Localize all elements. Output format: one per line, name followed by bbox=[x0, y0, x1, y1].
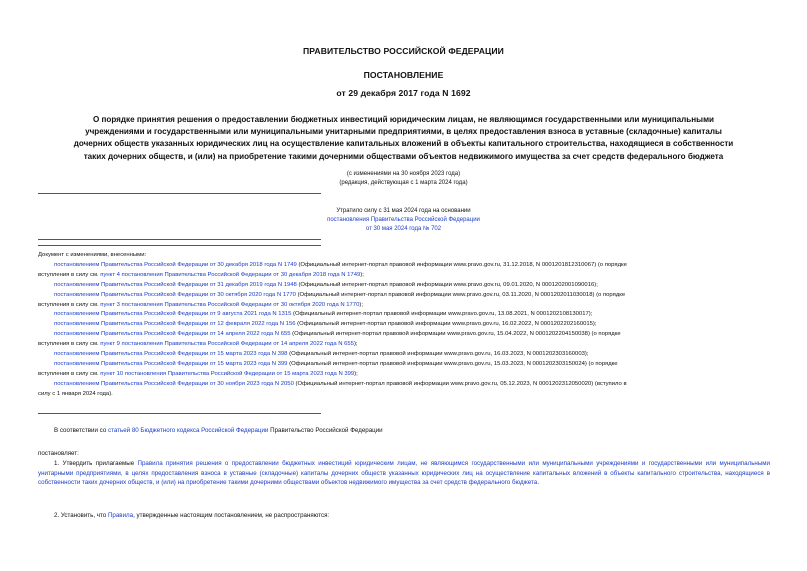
divider bbox=[38, 239, 321, 240]
repeal-link-date[interactable]: от 30 мая 2024 года № 702 bbox=[365, 226, 442, 232]
clause-2-paragraph bbox=[38, 511, 770, 521]
list-item bbox=[38, 281, 770, 291]
edition-effective-note: (редакция, действующая с 1 марта 2024 года) bbox=[339, 180, 468, 186]
divider bbox=[38, 413, 321, 414]
amendment-source: (Официальный интернет-портал правовой информации www.pravo.gov.ru, 15.04.2022, N 0001202204150038) (о порядке bbox=[290, 331, 621, 338]
amendment-link[interactable]: постановлением Правительства Российской Федерации от 12 февраля 2022 года N 156 bbox=[54, 321, 296, 328]
repeal-link[interactable]: постановления Правительства Российской Федерации bbox=[327, 217, 480, 223]
repeal-note: Утратило силу с 31 мая 2024 года на основании bbox=[336, 208, 471, 214]
clause-text: 2. Установить, что bbox=[54, 512, 108, 519]
clause-1-paragraph bbox=[38, 459, 770, 488]
edition-changes-note: (с изменениями на 30 ноября 2023 года) bbox=[346, 171, 461, 177]
amendment-text: силу с 1 января 2024 года). bbox=[38, 390, 113, 397]
budget-code-link[interactable]: статьей 80 Бюджетного кодекса Российской Федерации bbox=[107, 427, 269, 434]
amendment-link[interactable]: постановлением Правительства Российской Федерации от 14 апреля 2022 года N 655 bbox=[54, 331, 291, 338]
rules-link[interactable]: Правила принятия решения о предоставлении бюджетных инвестиций юридическим лицам, не являющимся государственными или муниципальными учреждениями и государственными или муниципальными унитарными предприятиями, в целях предоставления взноса в уставные (складочные) капиталы дочерних обществ указанных юридических лиц на осуществление капитальных вложений в объекты капитального строительства, находящиеся в собственности таких дочерних обществ, и (или) на приобретение такими дочерними обществами объектов недвижимого имущества за счет средств федерального бюджета bbox=[38, 460, 770, 487]
amendment-source: (Официальный интернет-портал правовой информации www.pravo.gov.ru, 16.02.2022, N 0001202202160015); bbox=[295, 321, 597, 328]
clause-text: . bbox=[537, 479, 539, 487]
amendment-link[interactable]: пункт 10 постановления Правительства Российской Федерации от 15 марта 2023 года N 399 bbox=[100, 370, 355, 377]
preamble-text: Правительство Российской Федерации bbox=[268, 427, 383, 434]
list-item bbox=[38, 271, 770, 281]
doc-type-heading: ПОСТАНОВЛЕНИЕ bbox=[363, 70, 444, 80]
list-item bbox=[38, 320, 770, 330]
list-item bbox=[38, 330, 770, 340]
amendment-source: (Официальный интернет-портал правовой информации www.pravo.gov.ru, 15.03.2023, N 0001202303150024) (о порядке bbox=[287, 360, 618, 367]
amendment-text: вступления в силу см. bbox=[38, 301, 101, 308]
list-item bbox=[38, 291, 770, 301]
amendment-source: (Официальный интернет-портал правовой информации www.pravo.gov.ru, 16.03.2023, N 0001202303160003); bbox=[287, 351, 589, 358]
amendment-text: ); bbox=[353, 341, 358, 348]
title-line: дочерних обществ указанных юридических лиц на осуществление капитальных вложений в объекты капитального строительства, находящиеся в собственности bbox=[73, 139, 734, 149]
amendment-link[interactable]: постановлением Правительства Российской Федерации от 30 декабря 2018 года N 1749 bbox=[54, 261, 297, 268]
document-title bbox=[36, 114, 771, 163]
clause-text: , утвержденные настоящим постановлением, не распространяются: bbox=[133, 512, 330, 519]
list-item bbox=[38, 340, 770, 350]
list-item bbox=[38, 390, 770, 400]
amendment-link[interactable]: пункт 4 постановления Правительства Российской Федерации от 30 декабря 2018 года N 1749 bbox=[100, 271, 361, 278]
title-line: учреждениями и государственными или муниципальными унитарными предприятиями, в целях предоставления взноса в уставные (складочные) капиталы bbox=[85, 127, 722, 137]
amendment-text: ); bbox=[360, 271, 364, 278]
amendment-link[interactable]: постановлением Правительства Российской Федерации от 15 марта 2023 года N 398 bbox=[54, 351, 288, 358]
preamble-text: В соответствии со bbox=[54, 427, 108, 434]
government-heading: ПРАВИТЕЛЬСТВО РОССИЙСКОЙ ФЕДЕРАЦИИ bbox=[303, 46, 504, 56]
amendment-text: ); bbox=[359, 301, 363, 308]
amendment-link[interactable]: постановлением Правительства Российской Федерации от 30 ноября 2023 года N 2050 bbox=[54, 380, 294, 387]
amendment-source: (Официальный интернет-портал правовой информации www.pravo.gov.ru, 31.12.2018, N 0001201812310067) (о порядке bbox=[296, 261, 627, 268]
amendment-link[interactable]: постановлением Правительства Российской Федерации от 15 марта 2023 года N 399 bbox=[54, 360, 288, 367]
divider bbox=[38, 193, 321, 194]
preamble-paragraph bbox=[38, 426, 770, 436]
title-line: таких дочерних обществ, и (или) на приобретение такими дочерними обществами объектов недвижимого имущества за счет средств федерального бюджета bbox=[83, 151, 724, 161]
list-item bbox=[38, 370, 770, 380]
changes-list bbox=[38, 251, 770, 400]
date-number-heading: от 29 декабря 2017 года N 1692 bbox=[336, 88, 471, 98]
amendment-link[interactable]: постановлением Правительства Российской Федерации от 31 декабря 2019 года N 1948 bbox=[54, 281, 297, 288]
list-item bbox=[38, 360, 770, 370]
amendment-link[interactable]: пункт 9 постановления Правительства Российской Федерации от 14 апреля 2022 года N 655 bbox=[100, 341, 354, 348]
changes-intro: Документ с изменениями, внесенными: bbox=[38, 252, 147, 258]
amendment-source: (Официальный интернет-портал правовой информации www.pravo.gov.ru, 09.01.2020, N 0001202001090016); bbox=[296, 281, 598, 288]
list-item bbox=[38, 350, 770, 360]
clause-text: 1. Утвердить прилагаемые bbox=[54, 460, 138, 467]
divider bbox=[38, 245, 321, 246]
amendment-link[interactable]: пункт 3 постановления Правительства Российской Федерации от 30 октября 2020 года N 1770 bbox=[100, 301, 360, 308]
amendment-source: (Официальный интернет-портал правовой информации www.pravo.gov.ru, 03.11.2020, N 0001202011030018) (о порядке bbox=[295, 291, 626, 298]
amendment-link[interactable]: постановлением Правительства Российской Федерации от 30 октября 2020 года N 1770 bbox=[54, 291, 296, 298]
decree-word: постановляет: bbox=[38, 450, 79, 457]
amendment-source: (Официальный интернет-портал правовой информации www.pravo.gov.ru, 13.08.2021, N 0001202108130017); bbox=[291, 311, 593, 318]
list-item bbox=[38, 301, 770, 311]
amendment-link[interactable]: постановлением Правительства Российской Федерации от 9 августа 2021 года N 1315 bbox=[54, 311, 292, 318]
rules-short-link[interactable]: Правила bbox=[107, 512, 134, 519]
amendment-text: вступления в силу см. bbox=[38, 370, 101, 377]
title-line: О порядке принятия решения о предоставлении бюджетных инвестиций юридическим лицам, не являющимся государственными или муниципальными bbox=[92, 115, 715, 124]
amendment-text: вступления в силу см. bbox=[38, 341, 101, 348]
amendment-text: ); bbox=[354, 370, 358, 377]
amendment-text: вступления в силу см. bbox=[38, 271, 101, 278]
amendment-source: (Официальный интернет-портал правовой информации www.pravo.gov.ru, 05.12.2023, N 0001202312050020) (вступило в bbox=[293, 380, 627, 387]
list-item bbox=[38, 380, 770, 390]
list-item bbox=[38, 310, 770, 320]
list-item bbox=[38, 261, 770, 271]
